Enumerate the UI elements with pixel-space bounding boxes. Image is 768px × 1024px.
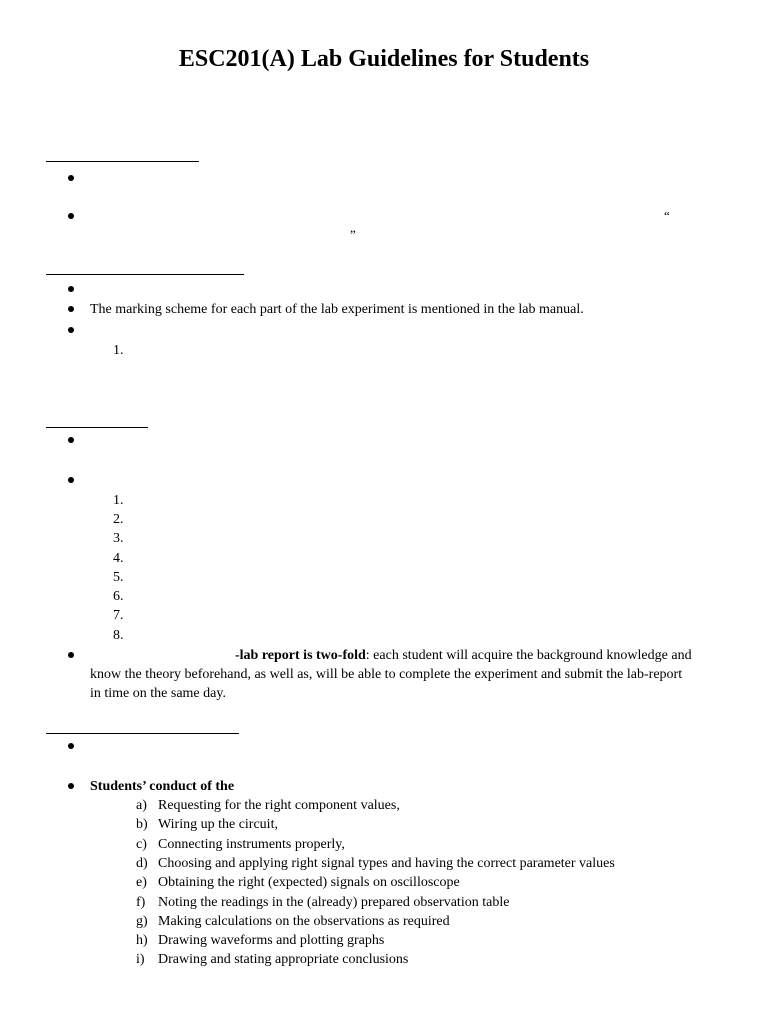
list-item: Drawing waveforms and plotting graphs [158,933,385,948]
list-item-number: 6. [113,589,124,604]
list-item-label: b) [136,817,148,832]
list-item: Choosing and applying right signal types and having the correct parameter values [158,856,615,871]
conduct-label: Students’ conduct of the [90,779,235,794]
marking-scheme-text: The marking scheme for each part of the lab experiment is mentioned in the lab manual. [90,302,584,317]
bullet-icon [68,327,74,333]
list-item-number: 1. [113,493,124,508]
section-heading-underline [46,427,148,428]
list-item-number: 1. [113,343,124,358]
bullet-icon [68,652,74,658]
bullet-icon [68,286,74,292]
list-item-number: 2. [113,512,124,527]
prelab-line-1 [90,646,730,665]
list-item-label: a) [136,798,147,813]
list-item-number: 4. [113,551,124,566]
list-item: Requesting for the right component values, [158,798,400,813]
section-heading-underline [46,161,199,162]
list-item-label: f) [136,895,146,910]
bullet-icon [68,743,74,749]
section-heading-underline [46,733,239,734]
prelab-bold-text: -lab report is two-fold [235,648,366,663]
list-item-number: 3. [113,531,124,546]
close-quote-mark: ” [350,227,356,242]
prelab-line-3: in time on the same day. [90,686,226,701]
list-item-number: 8. [113,628,124,643]
open-quote-mark: “ [664,208,670,223]
list-item: Making calculations on the observations as required [158,914,450,929]
list-item-label: h) [136,933,148,948]
list-item: Drawing and stating appropriate conclusions [158,952,409,967]
bullet-icon [68,175,74,181]
bullet-icon [68,477,74,483]
list-item-label: e) [136,875,147,890]
bullet-icon [68,783,74,789]
list-item-label: i) [136,952,145,967]
list-item-number: 5. [113,570,124,585]
bullet-icon [68,306,74,312]
list-item-label: g) [136,914,148,929]
prelab-text: : each student will acquire the background knowledge and [365,648,692,663]
prelab-line-2: know the theory beforehand, as well as, will be able to complete the experiment and submit the lab-report [90,667,683,682]
list-item: Wiring up the circuit, [158,817,278,832]
prelab-paragraph [90,646,730,703]
list-item: Connecting instruments properly, [158,837,345,852]
list-item-number: 7. [113,608,124,623]
bullet-icon [68,213,74,219]
section-heading-underline [46,274,244,275]
list-item: Noting the readings in the (already) prepared observation table [158,895,510,910]
bullet-icon [68,437,74,443]
list-item-label: c) [136,837,147,852]
list-item-label: d) [136,856,148,871]
page-title: ESC201(A) Lab Guidelines for Students [178,46,590,72]
list-item: Obtaining the right (expected) signals on oscilloscope [158,875,460,890]
